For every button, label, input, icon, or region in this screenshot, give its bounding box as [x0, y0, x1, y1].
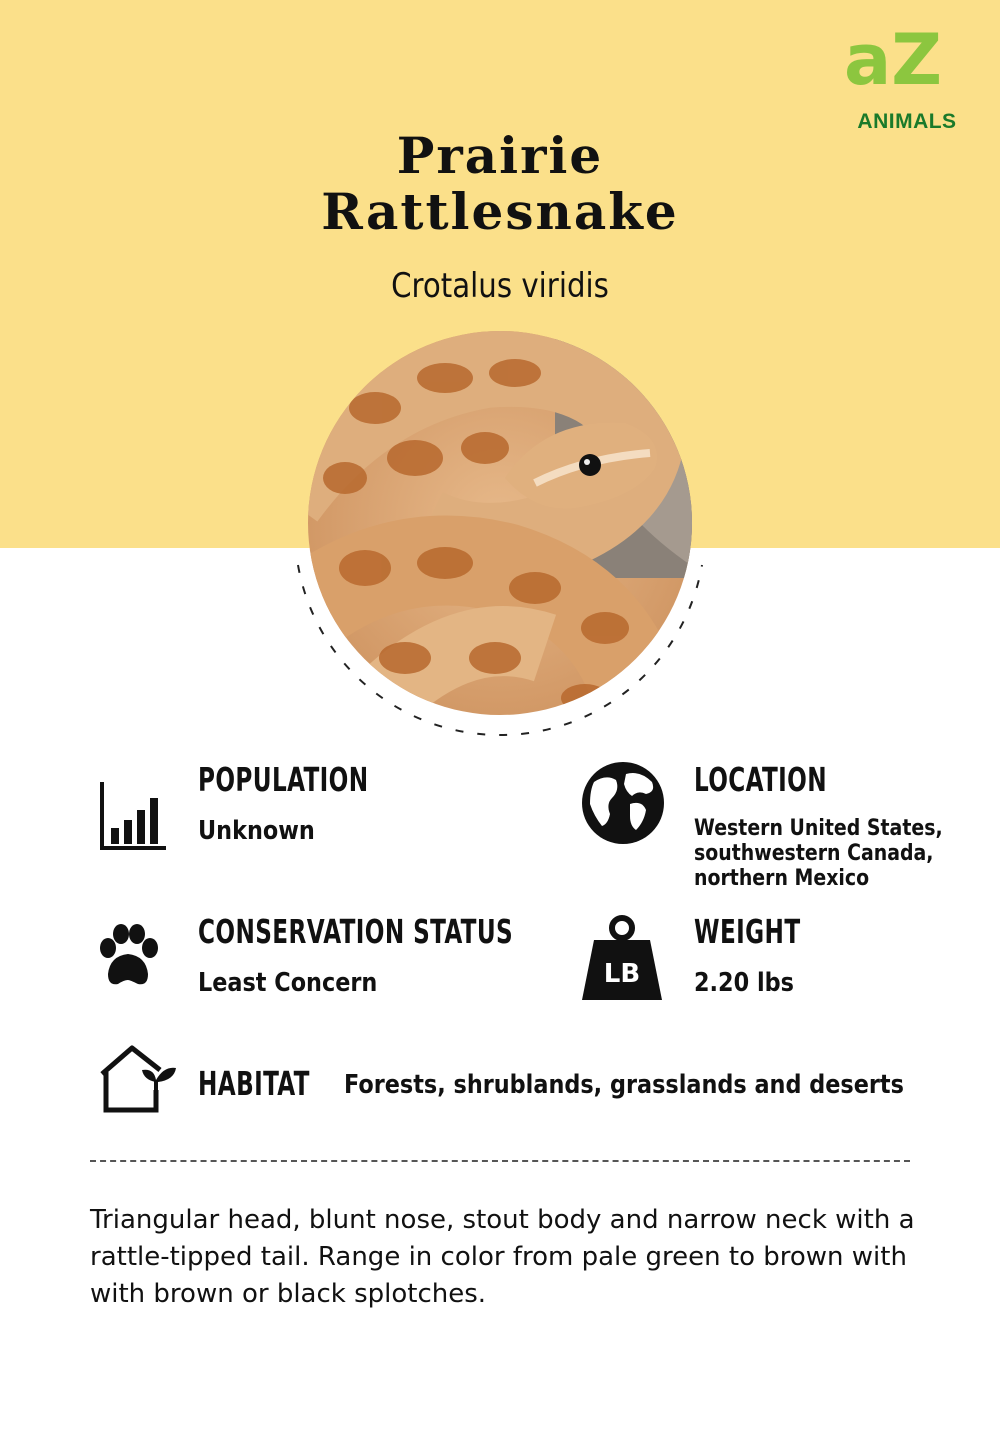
weight-icon — [580, 914, 664, 1002]
location-line-2: southwestern Canada, — [694, 841, 934, 866]
population-label: POPULATION — [198, 760, 369, 799]
conservation-value: Least Concern — [198, 968, 378, 998]
rattlesnake-photo — [305, 328, 695, 718]
title-line-2: Rattlesnake — [321, 182, 679, 241]
location-label: LOCATION — [694, 760, 828, 799]
dashed-divider — [90, 1160, 910, 1162]
svg-text:LB: LB — [603, 959, 641, 989]
logo-mark — [842, 22, 972, 92]
location-line-1: Western United States, — [694, 816, 943, 841]
location-line-3: northern Mexico — [694, 866, 870, 891]
conservation-label: CONSERVATION STATUS — [198, 912, 514, 951]
globe-icon — [580, 760, 666, 846]
logo-text: ANIMALS — [857, 110, 957, 133]
title-line-1: Prairie — [396, 126, 604, 185]
habitat-value: Forests, shrublands, grasslands and deserts — [344, 1070, 904, 1100]
az-animals-logo[interactable] — [842, 22, 972, 133]
location-value — [694, 816, 943, 891]
population-value: Unknown — [198, 816, 315, 846]
page-title — [0, 128, 1000, 240]
svg-text:aZ: aZ — [844, 22, 942, 92]
weight-value: 2.20 lbs — [694, 968, 794, 998]
habitat-label: HABITAT — [198, 1064, 310, 1103]
bar-chart-icon — [98, 780, 168, 852]
scientific-name: Crotalus viridis — [391, 266, 609, 306]
weight-label: WEIGHT — [694, 912, 801, 951]
house-plant-icon — [98, 1044, 178, 1114]
paw-icon — [94, 922, 162, 990]
description: Triangular head, blunt nose, stout body and narrow neck with a rattle-tipped tail. Range in color from pale green to brown with with brown or black splotches. — [90, 1205, 915, 1309]
